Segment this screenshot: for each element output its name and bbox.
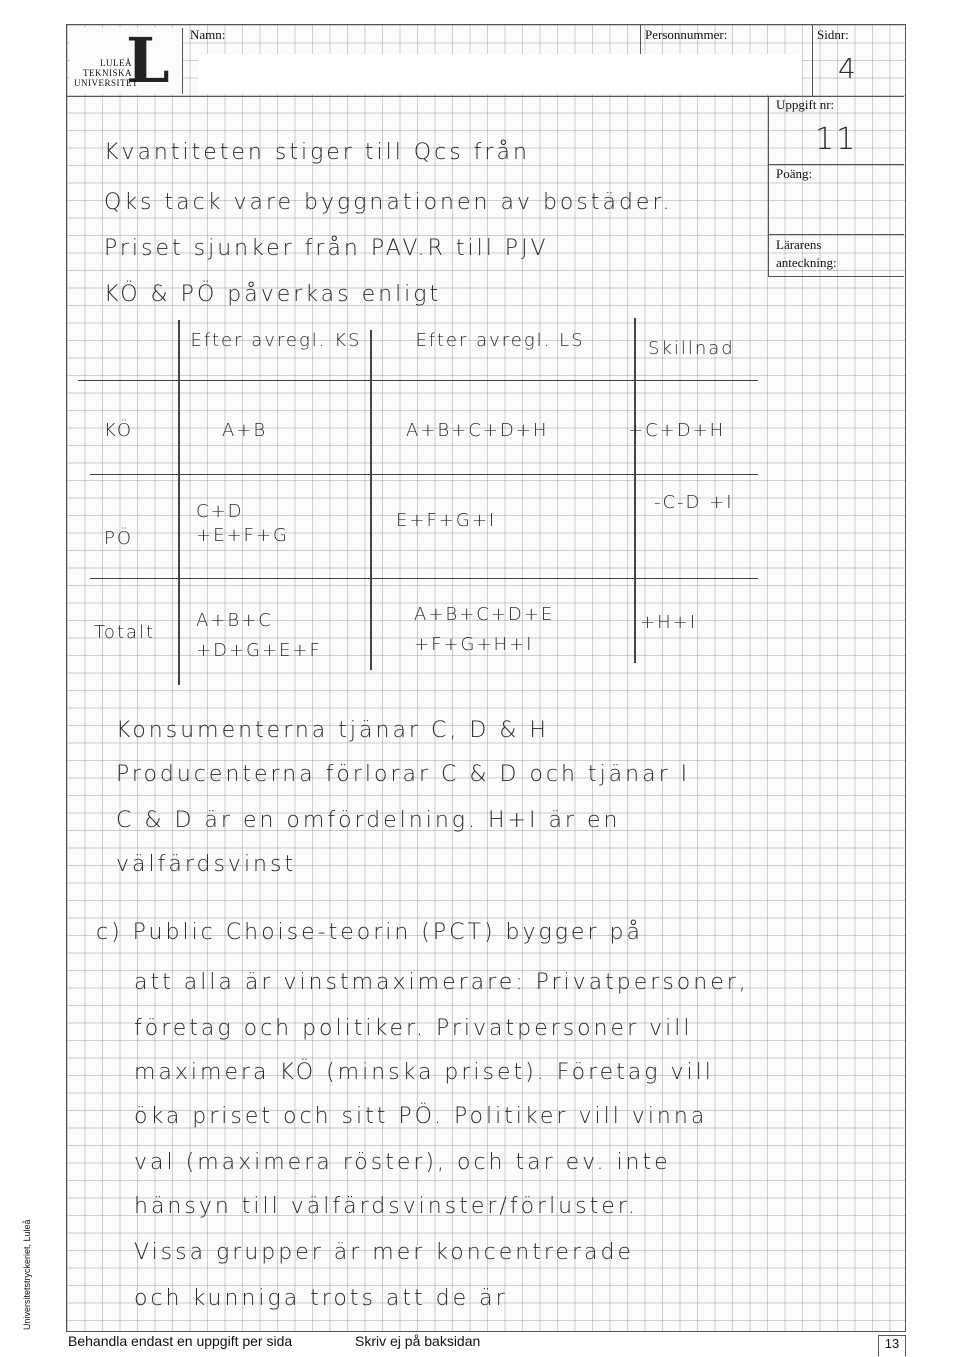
sidnr-value: 4 — [838, 52, 858, 85]
printer-credit: Universitetstryckeriet, Luleå — [22, 1219, 32, 1330]
handwritten-line: Vissa grupper är mer koncentrerade — [134, 1240, 634, 1265]
handwritten-line: och kunniga trots att de är — [134, 1286, 508, 1311]
table-cell: A+B+C+D+H — [406, 420, 549, 441]
handwritten-line: att alla är vinstmaximerare: Privatpersoner, — [134, 970, 749, 995]
divider — [812, 24, 813, 96]
personnummer-label: Personnummer: — [645, 27, 728, 42]
name-redaction — [198, 54, 802, 94]
handwritten-line: Kvantiteten stiger till Qcs från — [104, 140, 530, 165]
handwritten-line: hänsyn till välfärdsvinster/förluster. — [134, 1194, 638, 1219]
divider — [768, 164, 904, 165]
table-cell: A+B+C +D+G+E+F — [196, 610, 322, 661]
handwritten-line: Producenterna förlorar C & D och tjänar I — [116, 762, 691, 787]
handwritten-line: öka priset och sitt PÖ. Politiker vill vinna — [134, 1104, 708, 1129]
table-cell: A+B+C+D+E +F+G+H+I — [414, 604, 555, 655]
table-line — [634, 318, 636, 663]
lararens-anteckning-label: Lärarens anteckning: — [776, 237, 837, 270]
university-logo — [70, 24, 183, 97]
table-row-label: Totalt — [94, 622, 156, 643]
table-header: Efter avregl. KS — [190, 330, 362, 351]
logo-text: LULEÅ TEKNISKA UNIVERSITET — [74, 58, 138, 88]
uppgift-label: Uppgift nr: — [776, 97, 835, 112]
handwritten-line: Qks tack vare byggnationen av bostäder. — [104, 190, 673, 215]
table-line — [78, 380, 758, 381]
table-cell: -C-D +I — [654, 492, 734, 513]
divider — [768, 276, 904, 277]
table-cell: C+D +E+F+G — [196, 501, 289, 546]
sidnr-label: Sidnr: — [817, 27, 849, 42]
handwritten-line: val (maximera röster), och tar ev. inte — [134, 1150, 671, 1175]
logo-letter: L — [126, 24, 170, 97]
table-line — [178, 320, 180, 685]
divider — [768, 96, 769, 276]
table-line — [90, 474, 758, 475]
footer-note: Skriv ej på baksidan — [355, 1333, 481, 1349]
handwritten-line: Priset sjunker från PAV.R till PJV — [104, 236, 549, 261]
table-header: Skillnad — [648, 338, 735, 359]
table-cell: +C+D+H — [628, 420, 726, 441]
table-line — [370, 330, 372, 670]
handwritten-line: välfärdsvinst — [116, 852, 297, 877]
table-cell: A+B — [222, 420, 268, 441]
handwritten-line: maximera KÖ (minska priset). Företag vill — [134, 1060, 714, 1085]
footer-instruction: Behandla endast en uppgift per sida — [68, 1333, 293, 1349]
handwritten-line: företag och politiker. Privatpersoner vill — [134, 1016, 693, 1041]
table-cell: E+F+G+I — [396, 510, 497, 531]
page-number: 13 — [878, 1335, 906, 1356]
divider — [640, 24, 641, 54]
table-row-label: KÖ — [104, 420, 133, 441]
poang-label: Poäng: — [776, 166, 813, 181]
table-cell: +H+I — [640, 612, 698, 633]
handwritten-line: C & D är en omfördelning. H+I är en — [116, 808, 621, 833]
namn-label: Namn: — [190, 27, 226, 42]
table-header: Efter avregl. LS — [415, 330, 585, 351]
handwritten-line: Konsumenterna tjänar C, D & H — [116, 718, 549, 743]
handwritten-line: c) Public Choise-teorin (PCT) bygger på — [96, 920, 643, 945]
answer-sheet — [66, 24, 906, 1332]
handwritten-line: KÖ & PÖ påverkas enligt — [104, 282, 442, 307]
divider — [768, 234, 904, 235]
uppgift-value: 11 — [815, 122, 858, 157]
table-row-label: PÖ — [104, 528, 134, 549]
table-line — [90, 578, 758, 579]
